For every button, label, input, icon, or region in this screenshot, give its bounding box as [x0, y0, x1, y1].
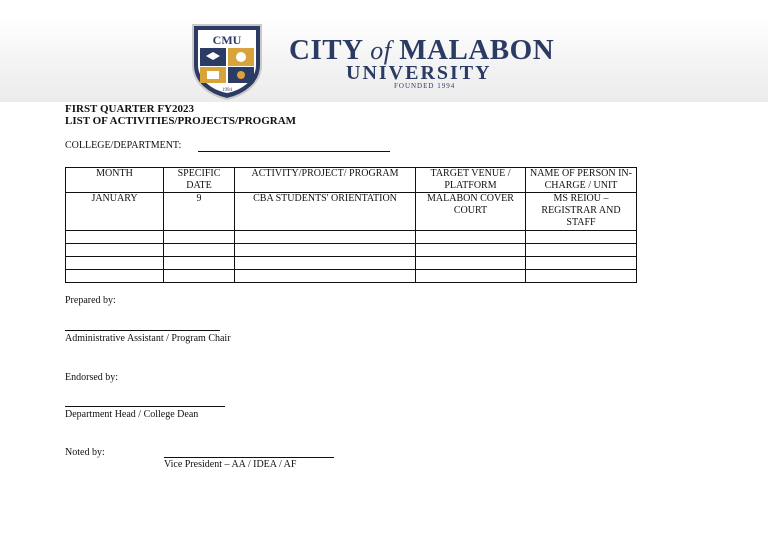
prepared-signature-line — [65, 330, 220, 331]
cell-date — [164, 257, 235, 270]
university-crest-icon — [189, 21, 265, 101]
college-department-label: COLLEGE/DEPARTMENT: — [65, 140, 182, 151]
university-name-of: of — [370, 36, 392, 65]
university-name-part1: CITY — [289, 34, 371, 66]
header-person-in-charge: NAME OF PERSON IN-CHARGE / UNIT — [526, 168, 637, 193]
cell-month — [66, 270, 164, 283]
document-title-line2: LIST OF ACTIVITIES/PROJECTS/PROGRAM — [65, 115, 297, 127]
cell-person — [526, 270, 637, 283]
header-month: MONTH — [66, 168, 164, 193]
cell-person — [526, 244, 637, 257]
cell-activity — [235, 244, 416, 257]
noted-signature-line — [164, 457, 334, 458]
cell-date — [164, 270, 235, 283]
cell-activity — [235, 270, 416, 283]
university-subtitle: UNIVERSITY — [346, 62, 492, 84]
cell-activity: CBA STUDENTS' ORIENTATION — [235, 193, 416, 231]
header-target-venue: TARGET VENUE / PLATFORM — [416, 168, 526, 193]
cell-venue: MALABON COVER COURT — [416, 193, 526, 231]
cell-person: MS REIOU – REGISTRAR AND STAFF — [526, 193, 637, 231]
logo-text: CMU — [212, 33, 242, 47]
cell-venue — [416, 244, 526, 257]
cell-venue — [416, 270, 526, 283]
prepared-by-role: Administrative Assistant / Program Chair — [65, 333, 231, 344]
table-row — [66, 270, 637, 283]
cell-activity — [235, 257, 416, 270]
table-row — [66, 244, 637, 257]
cell-person — [526, 231, 637, 244]
table-header-row — [66, 168, 637, 193]
document-title-line1: FIRST QUARTER FY2023 — [65, 103, 194, 115]
cell-venue — [416, 257, 526, 270]
endorsed-by-label: Endorsed by: — [65, 372, 119, 383]
cell-activity — [235, 231, 416, 244]
founded-text: FOUNDED 1994 — [394, 82, 456, 90]
cell-date — [164, 244, 235, 257]
noted-by-label: Noted by: — [65, 447, 105, 458]
table-row — [66, 193, 637, 231]
table-row — [66, 231, 637, 244]
cell-month — [66, 244, 164, 257]
logo-year: 1994 — [222, 88, 232, 93]
cell-venue — [416, 231, 526, 244]
endorsed-signature-line — [65, 406, 225, 407]
cell-person — [526, 257, 637, 270]
cell-date: 9 — [164, 193, 235, 231]
college-department-blank — [198, 151, 390, 152]
cell-month: JANUARY — [66, 193, 164, 231]
table-row — [66, 257, 637, 270]
header-activity: ACTIVITY/PROJECT/ PROGRAM — [235, 168, 416, 193]
header-specific-date: SPECIFIC DATE — [164, 168, 235, 193]
university-name-part2: MALABON — [391, 34, 555, 66]
endorsed-by-role: Department Head / College Dean — [65, 409, 199, 420]
noted-by-role: Vice President – AA / IDEA / AF — [164, 459, 297, 470]
prepared-by-label: Prepared by: — [65, 295, 116, 306]
activities-table — [65, 167, 637, 283]
cell-date — [164, 231, 235, 244]
cell-month — [66, 257, 164, 270]
cell-month — [66, 231, 164, 244]
